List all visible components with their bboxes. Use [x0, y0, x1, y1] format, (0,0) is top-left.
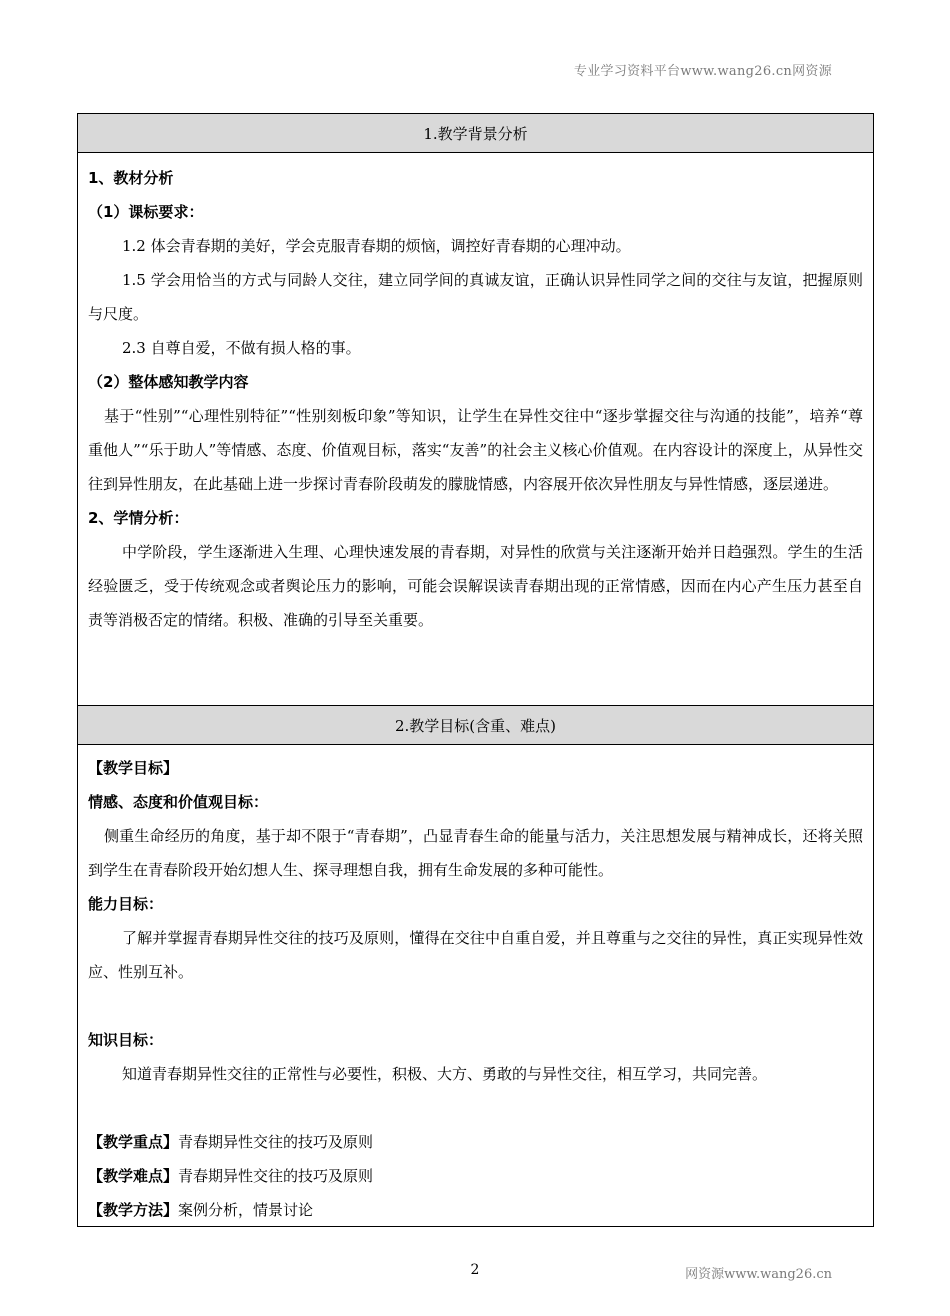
- section-header-teaching-goals: 2.教学目标(含重、难点): [78, 706, 873, 745]
- difficulty-label: 【教学难点】: [88, 1167, 179, 1185]
- section-header-background-analysis: 1.教学背景分析: [78, 114, 873, 153]
- key-point-row: [88, 1125, 863, 1159]
- overall-perception-heading: （2）整体感知教学内容: [88, 373, 249, 391]
- requirement-1-2: 1.2 体会青春期的美好，学会克服青春期的烦恼，调控好青春期的心理冲动。: [122, 237, 631, 255]
- spacer: [88, 1091, 863, 1125]
- curriculum-requirements-heading: （1）课标要求：: [88, 203, 204, 221]
- requirement-1-5: 1.5 学会用恰当的方式与同龄人交往，建立同学间的真诚友谊，正确认识异性同学之间的交往与友谊，把握原则与尺度。: [88, 271, 863, 323]
- method-text: 案例分析，情景讨论: [178, 1201, 314, 1219]
- teaching-goals-label: 【教学目标】: [88, 759, 179, 777]
- lesson-plan-table: [77, 113, 874, 1227]
- difficulty-row: [88, 1159, 863, 1193]
- overall-perception-text: 基于“性别”“心理性别特征”“性别刻板印象”等知识，让学生在异性交往中“逐步掌握交往与沟通的技能”，培养“尊重他人”“乐于助人”等情感、态度、价值观目标，落实“友善”的社会主义核心价值观。在内容设计的深度上，从异性交往到异性朋友，在此基础上进一步探讨青春阶段萌发的朦胧情感，内容展开依次异性朋友与异性情感，逐层递进。: [88, 407, 863, 493]
- student-analysis-text: 中学阶段，学生逐渐进入生理、心理快速发展的青春期，对异性的欣赏与关注逐渐开始并日趋强烈。学生的生活经验匮乏，受于传统观念或者舆论压力的影响，可能会误解误读青春期出现的正常情感，因而在内心产生压力甚至自责等消极否定的情绪。积极、准确的引导至关重要。: [88, 543, 863, 629]
- student-analysis-heading: 2、学情分析：: [88, 509, 189, 527]
- footer-url: 网资源www.wang26.cn: [685, 1267, 832, 1282]
- key-point-text: 青春期异性交往的技巧及原则: [178, 1133, 374, 1151]
- material-analysis-heading: 1、教材分析: [88, 169, 174, 187]
- section-body-teaching-goals: [78, 745, 873, 1226]
- knowledge-goal-text: 知道青春期异性交往的正常性与必要性，积极、大方、勇敢的与异性交往，相互学习，共同完善。: [122, 1065, 768, 1083]
- knowledge-goal-heading: 知识目标：: [88, 1031, 164, 1049]
- page-number: 2: [470, 1262, 480, 1278]
- ability-goal-heading: 能力目标：: [88, 895, 164, 913]
- page-header: 专业学习资料平台www.wang26.cn网资源: [573, 64, 832, 79]
- difficulty-text: 青春期异性交往的技巧及原则: [178, 1167, 374, 1185]
- requirement-2-3: 2.3 自尊自爱，不做有损人格的事。: [122, 339, 361, 357]
- emotion-goal-text: 侧重生命经历的角度，基于却不限于“青春期”，凸显青春生命的能量与活力，关注思想发展与精神成长，还将关照到学生在青春阶段开始幻想人生、探寻理想自我，拥有生命发展的多种可能性。: [88, 827, 863, 879]
- method-label: 【教学方法】: [88, 1201, 179, 1219]
- method-row: [88, 1193, 863, 1227]
- emotion-goal-heading: 情感、态度和价值观目标：: [88, 793, 269, 811]
- key-point-label: 【教学重点】: [88, 1133, 179, 1151]
- spacer: [88, 989, 863, 1023]
- section-body-background-analysis: [78, 153, 873, 706]
- ability-goal-text: 了解并掌握青春期异性交往的技巧及原则，懂得在交往中自重自爱，并且尊重与之交往的异性，真正实现异性效应、性别互补。: [88, 929, 863, 981]
